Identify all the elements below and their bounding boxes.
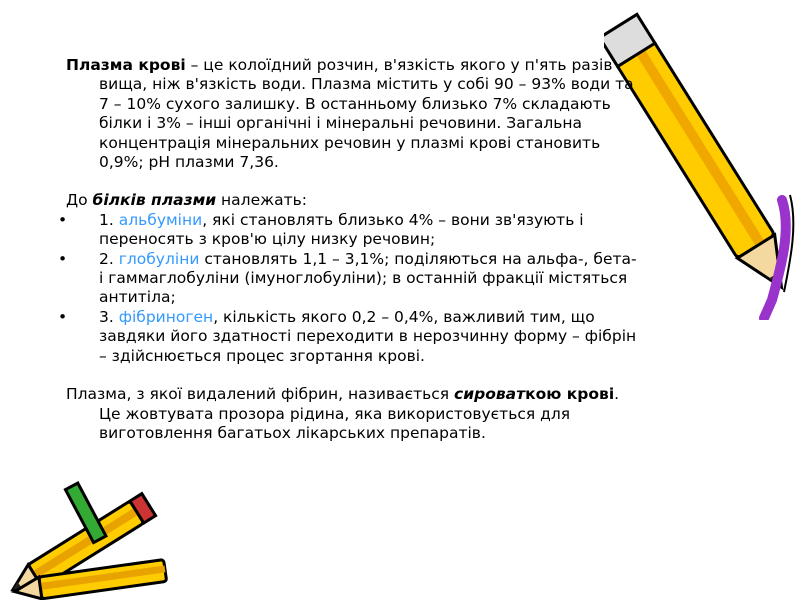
term-plasma-proteins: білків плазми (92, 191, 217, 210)
list-item: • 3. фібриноген, кількість якого 0,2 – 0,4%, важливий тим, що завдяки його здатності переходити в нерозчинну форму – фібрін – здійснюється процес згортання крові. (58, 307, 637, 365)
term-globulins: глобуліни (118, 249, 200, 268)
term-albumins: альбуміни (118, 210, 203, 229)
slide-content (58, 56, 726, 443)
term-serum: сироват (454, 385, 526, 404)
serum-definition: Плазма, з якої видалений фібрин, називається сироваткою крові. Це жовтувата прозора рідина, яка використовується для виготовлення багатьох лікарських препаратів. (66, 385, 620, 442)
pencil-icon (0, 478, 170, 600)
term-plasma: Плазма крові (66, 56, 186, 74)
list-item: • 2. глобуліни становлять 1,1 – 3,1%; поділяються на альфа-, бета- і гаммаглобуліни (імуноглобуліни); в останній фракції містяться антитіла; (58, 249, 637, 307)
protein-list (58, 210, 726, 366)
plasma-definition: Плазма крові – це колоїдний розчин, в'язкість якого у п'ять разів вища, ніж в'язкість води. Плазма містить у собі 90 – 93% води та 7 – 10% сухого залишку. В останньому близько 7% складають білки і 3% – інші органічні і мінеральні речовини. Загальна концентрація мінеральних речовин у плазмі крові становить 0,9%; рН плазми 7,36. (66, 56, 634, 172)
list-item: • 1. альбуміни, які становлять близько 4% – вони зв'язують і переносять з кров'ю цілу низку речовин; (58, 210, 584, 249)
term-fibrinogen: фібриноген (118, 307, 214, 326)
proteins-intro: До білків плазми належать: (66, 191, 307, 210)
